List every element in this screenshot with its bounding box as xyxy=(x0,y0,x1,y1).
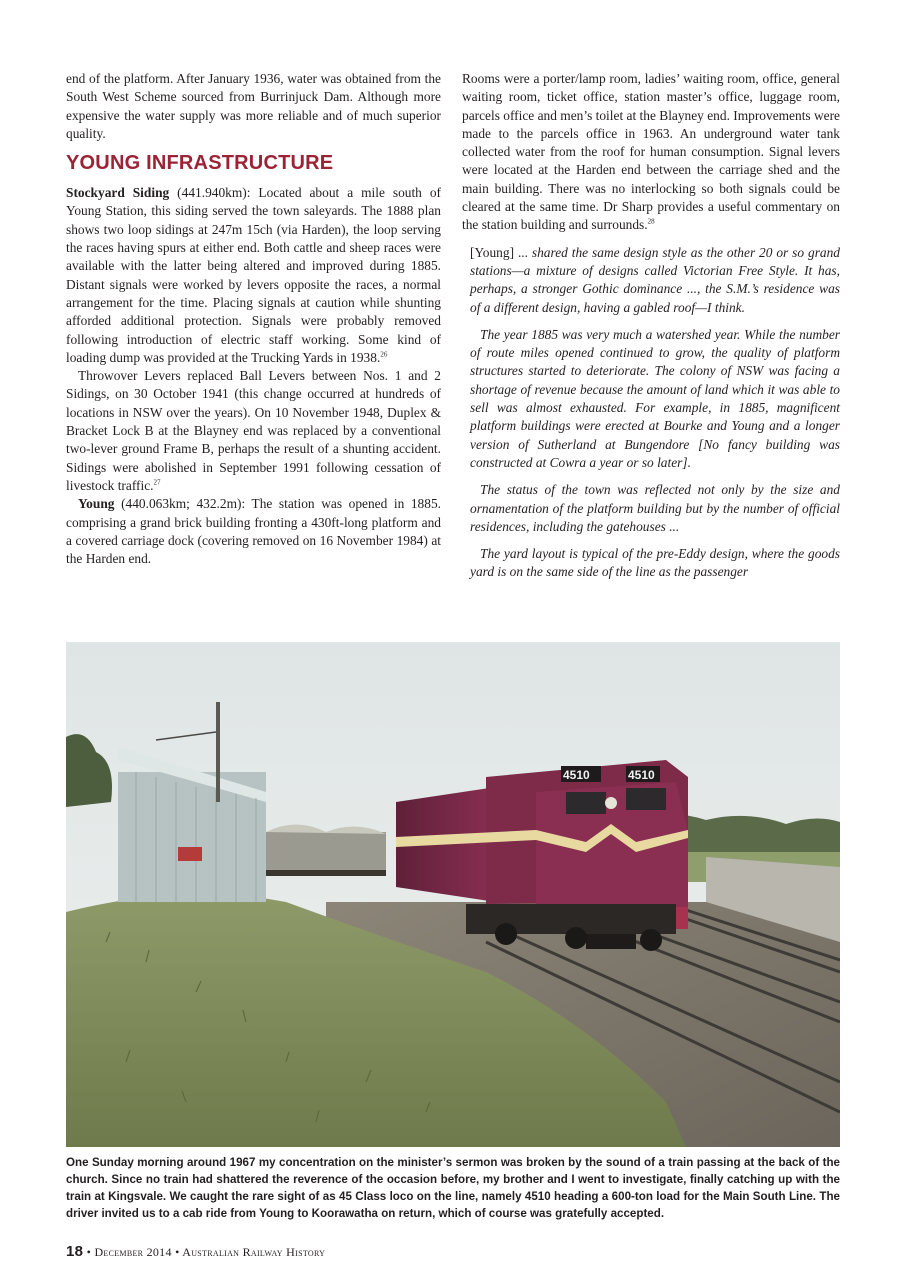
block-quote xyxy=(470,244,840,582)
right-column xyxy=(462,70,840,591)
train-photo xyxy=(66,642,840,1147)
young-text: (440.063km; 432.2m): The station was opened in 1885. comprising a grand brick building fronting a 430ft-long platform and a covered carriage dock (covering removed on 16 November 1984) at the Harden end. xyxy=(66,496,441,567)
section-heading: YOUNG INFRASTRUCTURE xyxy=(66,152,334,175)
paragraph-stockyard-siding xyxy=(66,184,441,367)
signal-post xyxy=(216,702,220,802)
page-footer xyxy=(66,1243,325,1260)
publication-name: Australian Railway History xyxy=(182,1245,326,1259)
loco-wheel-3 xyxy=(640,929,662,951)
rooms-text: Rooms were a porter/lamp room, ladies’ waiting room, office, general waiting room, ticket office, station master’s office, luggage room, parcels office and men’s toilet at the Blayney end. Improvements were made to the parcels office in 1963. An underground water tank collected water from the roof for human consumption. Signal levers were located at the Harden end between the carriage shed and the main building. There was no interlocking so both signals could be cleared at the same time. Dr Sharp provides a useful commentary on the station building and surrounds. xyxy=(462,71,840,233)
quote-paragraph-4: The yard layout is typical of the pre-Eddy design, where the goods yard is on the same side of the line as the passenger xyxy=(470,546,840,580)
loco-wheel-2 xyxy=(565,927,587,949)
throwover-text: Throwover Levers replaced Ball Levers between Nos. 1 and 2 Sidings, on 30 October 1941 (this change occurred at hundreds of locations in NSW over the years). On 10 November 1948, Duplex & Bracket Lock B at the Blayney end was replaced by a conventional two-lever ground Frame B, perhaps the result of a shunting accident. Sidings were abolished in September 1991 following cessation of livestock traffic. xyxy=(66,368,441,493)
left-column xyxy=(66,70,441,568)
young-lead: Young xyxy=(78,496,115,512)
footnote-ref-28: 28 xyxy=(647,217,655,226)
loco-window-left xyxy=(566,792,606,814)
loco-headlight xyxy=(605,797,617,809)
footer-separator-2: • xyxy=(175,1245,180,1259)
red-sign xyxy=(178,847,202,861)
quote-paragraph-2: The year 1885 was very much a watershed year. While the number of route miles opened continued to grow, the quality of platform structures started to deteriorate. The colony of NSW was facing a shortage of revenue because the amount of land which it was able to sell was almost exhausted. For example, in 1885, magnificent platform buildings were erected at Bourke and Young and a longer version of Sutherland at Bungendore [No fancy building was constructed at Cowra a year or so later]. xyxy=(470,326,840,470)
stockyard-siding-lead: Stockyard Siding xyxy=(66,185,170,201)
loco-window-right xyxy=(626,788,666,810)
paragraph-water-supply: end of the platform. After January 1936, water was obtained from the South West Scheme sourced from Burrinjuck Dam. Although more expensive the water supply was more reliable and of much superior quality. xyxy=(66,71,441,141)
paragraph-throwover-levers xyxy=(66,367,441,495)
quote-paragraph-1 xyxy=(470,244,840,317)
goods-wagons xyxy=(266,825,386,877)
paragraph-rooms xyxy=(462,70,840,235)
stockyard-siding-text: (441.940km): Located about a mile south of Young Station, this siding served the town saleyards. The 1888 plan shows two loop sidings at 247m 15ch (via Harden), the loop serving the races having spurs at either end. Both cattle and sheep races were available with the latter being altered and improved during 1885. Distant signals were worked by levers opposite the races, a normal arrangement for the time. Placing signals at caution while shunting afforded additional protection. Signals were probably removed following introduction of electric staff working. Some kind of loading dump was provided at the Trucking Yards in 1938. xyxy=(66,185,441,365)
footer-separator-1: • xyxy=(86,1245,92,1259)
paragraph-young-station xyxy=(66,495,441,568)
page-number: 18 xyxy=(66,1243,84,1260)
issue-date: December 2014 xyxy=(94,1245,172,1259)
loco-number-right: 4510 xyxy=(628,768,655,782)
quote-opening: [Young] ... xyxy=(470,244,528,260)
footnote-ref-27: 27 xyxy=(153,478,161,487)
loco-number-left: 4510 xyxy=(563,768,590,782)
footnote-ref-26: 26 xyxy=(380,350,388,359)
photo-caption: One Sunday morning around 1967 my concentration on the minister’s sermon was broken by the sound of a train passing at the back of the church. Since no train had shattered the reverence of the occasion before, my brother and I went to investigate, finally catching up with the train at Kingsvale. We caught the rare sight of as 45 Class loco on the line, namely 4510 heading a 600-ton load for the Main South Line. The driver invited us to a cab ride from Young to Koorawatha on return, which of course was gratefully accepted. xyxy=(66,1156,840,1220)
loco-wheel-1 xyxy=(495,923,517,945)
quote-paragraph-3: The status of the town was reflected not only by the size and ornamentation of the platform building but by the number of official residences, including the gatehouses ... xyxy=(470,482,840,534)
quote-1-text: shared the same design style as the other 20 or so grand stations—a mixture of designs called Victorian Free Style. It has, perhaps, a stronger Gothic dominance ..., the S.M.’s residence was of a different design, having a gabled roof—I think. xyxy=(470,244,840,315)
